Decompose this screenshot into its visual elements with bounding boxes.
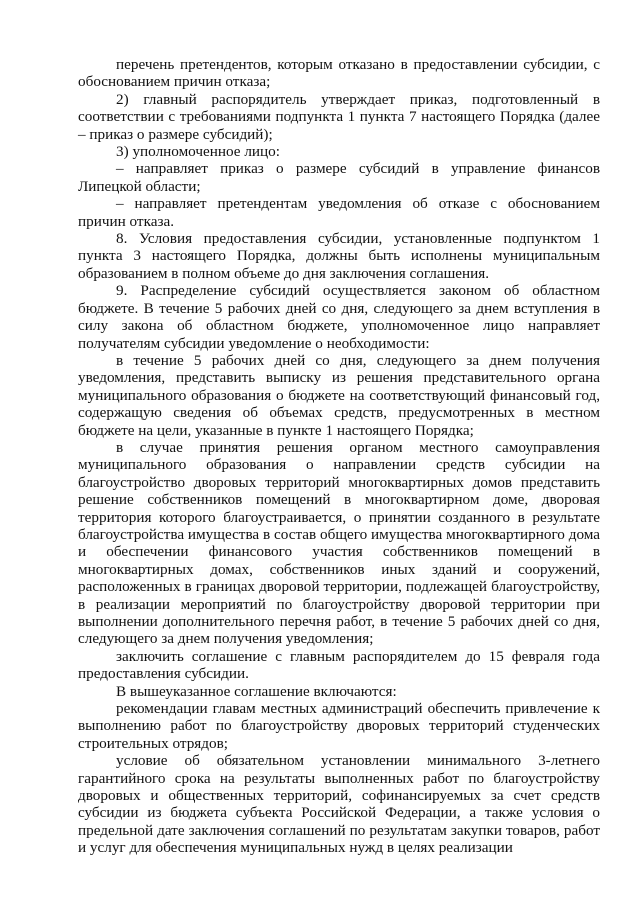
paragraph: 9. Распределение субсидий осуществляется законом об областном бюджете. В течение 5 рабочих дней со дня, следующего за днем вступления в силу закона об областном бюджете, уполномоченное лицо направляет получателям субсидии уведомление о необходимости: [78, 282, 600, 352]
paragraph: – направляет приказ о размере субсидий в управление финансов Липецкой области; [78, 160, 600, 195]
paragraph: рекомендации главам местных администраций обеспечить привлечение к выполнению работ по благоустройству дворовых территорий студенческих строительных отрядов; [78, 700, 600, 752]
paragraph: в течение 5 рабочих дней со дня, следующего за днем получения уведомления, представить выписку из решения представительного органа муниципального образования о бюджете на соответствующий финансовый год, содержащую сведения об объемах средств, предусмотренных в местном бюджете на цели, указанные в пункте 1 настоящего Порядка; [78, 351, 600, 439]
paragraph: – направляет претендентам уведомления об отказе с обоснованием причин отказа. [78, 195, 600, 230]
paragraph: 2) главный распорядитель утверждает приказ, подготовленный в соответствии с требованиями подпункта 1 пункта 7 настоящего Порядка (далее – приказ о размере субсидий); [78, 90, 600, 143]
paragraph: в случае принятия решения органом местного самоуправления муниципального образования о направлении средств субсидии на благоустройство дворовых территорий многоквартирных домов представить решение собственников помещений в многоквартирном доме, дворовая территория которого благоустраивается, о принятии созданного в результате благоустройства имущества в состав общего имущества многоквартирного дома и обеспечении финансового участия собственников помещений в многоквартирных домах, собственников иных зданий и сооружений, расположенных в границах дворовой территории, подлежащей благоустройству, в реализации мероприятий по благоустройству дворовой территории при выполнении дополнительного перечня работ, в течение 5 рабочих дней со дня, следующего за днем получения уведомления; [78, 438, 600, 648]
paragraph: 3) уполномоченное лицо: [116, 143, 280, 161]
paragraph: перечень претендентов, которым отказано в предоставлении субсидии, с обоснованием причин отказа; [78, 56, 600, 91]
paragraph: В вышеуказанное соглашение включаются: [116, 682, 397, 700]
paragraph: условие об обязательном установлении минимального 3-летнего гарантийного срока на результаты выполненных работ по благоустройству дворовых и общественных территорий, софинансируемых за счет средств субсидии из бюджета субъекта Российской Федерации, а также условия о предельной дате заключения соглашений по результатам закупки товаров, работ и услуг для обеспечения муниципальных нужд в целях реализации [78, 752, 600, 857]
paragraph: заключить соглашение с главным распорядителем до 15 февраля года предоставления субсидии. [78, 647, 600, 683]
document-page [78, 56, 600, 857]
paragraph: 8. Условия предоставления субсидии, установленные подпунктом 1 пункта 3 настоящего Порядка, должны быть исполнены муниципальным образованием в полном объеме до дня заключения соглашения. [78, 230, 600, 282]
